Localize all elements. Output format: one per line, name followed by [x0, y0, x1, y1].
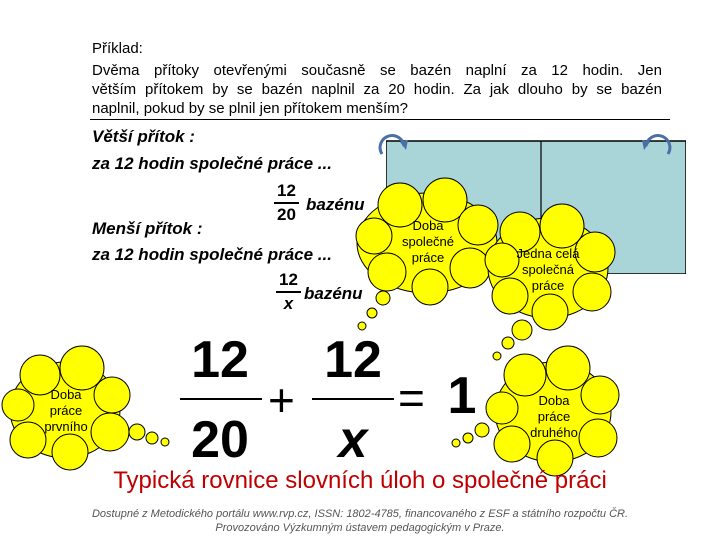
fraction-denominator: 20	[277, 205, 296, 224]
equation-bar-1	[180, 398, 262, 400]
equation-denominator-2: x	[338, 411, 368, 469]
task-line: naplnil, pokud by se plnil jen přítokem menším?	[92, 100, 408, 117]
equation-numerator-1: 12	[191, 331, 249, 389]
fraction-denominator: x	[283, 294, 294, 313]
equation-rhs: 1	[447, 367, 477, 425]
equation-denominator-1: 20	[191, 411, 249, 469]
smaller-inflow-label: Menší přítok :	[92, 219, 203, 238]
task-label: Příklad:	[92, 40, 143, 57]
cloud-first-time-text: Doba práce prvního	[44, 387, 88, 434]
equation-equals: =	[398, 372, 425, 424]
bigger-fraction-unit: bazénu	[306, 195, 365, 214]
bigger-inflow-work: za 12 hodin společné práce ...	[92, 154, 332, 173]
bigger-inflow-label: Větší přítok :	[92, 127, 195, 146]
smaller-fraction-unit: bazénu	[304, 284, 363, 303]
equation-numerator-2: 12	[324, 331, 382, 389]
fraction-numerator: 12	[279, 270, 298, 289]
fraction-numerator: 12	[277, 181, 296, 200]
equation-bar-2	[312, 398, 394, 400]
smaller-inflow-work: za 12 hodin společné práce ...	[92, 245, 332, 264]
footer: Dostupné z Metodického portálu www.rvp.cz, ISSN: 1802-4785, financovaného z ESF a státního rozpočtu ČR. Provozováno Výzkumným ústavem pedagogickým v Praze.	[91, 508, 629, 534]
cloud-whole-job-text: Jedna celá společná práce	[516, 246, 580, 293]
slide-title: Typická rovnice slovních úloh o společné práci	[113, 467, 607, 494]
task-line: Dvěma přítoky otevřenými současně se bazén naplní za 12 hodin. Jen	[92, 62, 662, 79]
cloud-second-time-text: Doba práce druhého	[530, 393, 578, 440]
equation-plus: +	[268, 374, 295, 426]
cloud-joint-time-text: Doba společné práce	[401, 218, 455, 265]
task-line: větším přítokem by se bazén naplnil za 20 hodin. Za jak dlouho by se bazén	[92, 81, 662, 98]
